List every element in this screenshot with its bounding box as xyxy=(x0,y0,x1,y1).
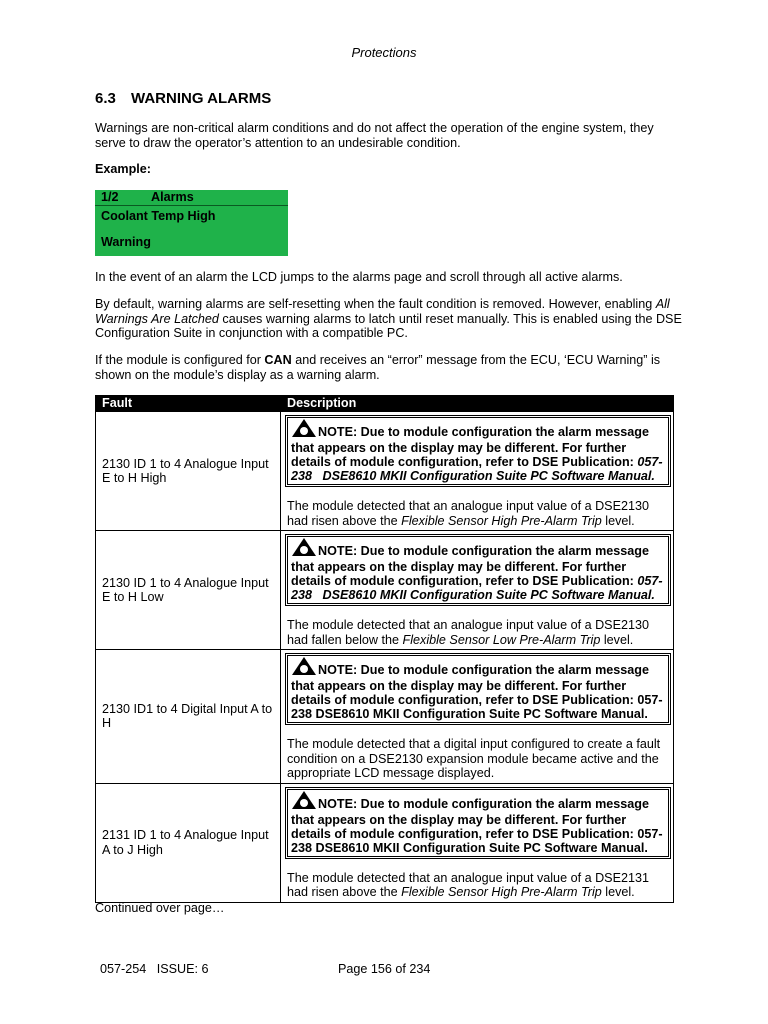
fault-cell: 2130 ID 1 to 4 Analogue Input E to H Low xyxy=(96,531,281,650)
section-number: 6.3 xyxy=(95,90,116,107)
text-run: level. xyxy=(600,632,634,647)
text-run: and receives an “error” message from the ECU, ‘ECU Warning” is shown on the module’s display as a warning alarm. xyxy=(95,353,661,382)
note-text: NOTE: Due to module configuration the alarm message that appears on the display may be different. For further details of module configuration, refer to DSE Publication: 057-238 DSE8610 MKII Configuration Suite PC Software Manual. xyxy=(291,796,663,855)
lcd-page-number: 1/2 xyxy=(101,190,119,204)
table-header-row xyxy=(96,396,674,412)
note-box xyxy=(285,653,671,725)
text-run: The module detected that an analogue input value of a DSE2130 had fallen below the xyxy=(287,618,649,647)
lcd-example xyxy=(95,190,288,256)
fault-description xyxy=(281,606,673,649)
fault-table xyxy=(95,395,674,903)
fault-cell: 2130 ID1 to 4 Digital Input A to H xyxy=(96,650,281,784)
lcd-heading: Alarms xyxy=(151,190,194,204)
warning-triangle-icon xyxy=(291,656,317,679)
setting-name: All Warnings Are Latched xyxy=(95,297,670,326)
note-box xyxy=(285,787,671,859)
section-title: WARNING ALARMS xyxy=(131,90,272,107)
note-text: NOTE: Due to module configuration the alarm message that appears on the display may be different. For further details of module configuration, refer to DSE Publication: 057-238 DSE8610 MKII Configuration Suite PC Software Manual. xyxy=(291,663,663,721)
note-text: NOTE: Due to module configuration the alarm message that appears on the display may be different. For further details of module configuration, refer to DSE Publication: xyxy=(291,544,649,588)
text-run: The module detected that a digital input configured to create a fault condition on a DSE2130 expansion module became active and the appropriate LCD message displayed. xyxy=(287,737,661,780)
setting-name: Flexible Sensor Low Pre-Alarm Trip xyxy=(402,632,601,647)
warning-triangle-icon xyxy=(291,418,317,441)
setting-name: Flexible Sensor High Pre-Alarm Trip xyxy=(401,513,602,528)
fault-cell: 2130 ID 1 to 4 Analogue Input E to H High xyxy=(96,412,281,531)
lcd-header-row xyxy=(95,190,288,206)
note-box xyxy=(285,534,671,606)
lcd-alarm-type: Warning xyxy=(101,235,151,249)
text-run: level. xyxy=(601,513,635,528)
footer-page-number: Page 156 of 234 xyxy=(338,962,431,976)
column-header-description: Description xyxy=(281,396,674,412)
paragraph-lcd-jump: In the event of an alarm the LCD jumps to the alarms page and scroll through all active alarms. xyxy=(95,270,623,284)
setting-name: Flexible Sensor High Pre-Alarm Trip xyxy=(401,885,602,899)
warning-triangle-icon xyxy=(291,790,317,813)
intro-paragraph: Warnings are non-critical alarm conditions and do not affect the operation of the engine system, they serve to draw the operator’s attention to an undesirable condition. xyxy=(95,121,654,150)
running-header: Protections xyxy=(351,45,417,60)
table-row xyxy=(96,783,674,902)
description-cell xyxy=(281,412,674,531)
paragraph-can xyxy=(95,353,685,382)
note-text: NOTE: Due to module configuration the alarm message that appears on the display may be different. For further details of module configuration, refer to DSE Publication: xyxy=(291,425,649,469)
text-run: causes warning alarms to latch until reset manually. This is enabled using the DSE Configuration Suite in conjunction with a compatible PC. xyxy=(95,311,682,340)
fault-description xyxy=(281,487,673,530)
section-heading xyxy=(95,90,271,107)
footer-doc-issue: 057-254 ISSUE: 6 xyxy=(100,962,209,976)
text-run: By default, warning alarms are self-resetting when the fault condition is removed. However, enabling xyxy=(95,297,656,311)
lcd-alarm-name: Coolant Temp High xyxy=(101,209,216,223)
text-run: level. xyxy=(601,885,635,899)
fault-cell: 2131 ID 1 to 4 Analogue Input A to J High xyxy=(96,783,281,902)
paragraph-latched xyxy=(95,297,685,341)
description-cell xyxy=(281,650,674,784)
example-label: Example: xyxy=(95,162,151,176)
note-box xyxy=(285,415,671,487)
can-term: CAN xyxy=(264,353,292,367)
continued-note: Continued over page… xyxy=(95,901,225,915)
description-cell xyxy=(281,783,674,902)
text-run: The module detected that an analogue input value of a DSE2131 had risen above the xyxy=(287,870,649,899)
table-row xyxy=(96,412,674,531)
table-row xyxy=(96,531,674,650)
publication-reference: 057-238 DSE8610 MKII Configuration Suite PC Software Manual. xyxy=(291,574,663,602)
column-header-fault: Fault xyxy=(96,396,281,412)
publication-reference: 057-238 DSE8610 MKII Configuration Suite PC Software Manual. xyxy=(291,455,663,483)
fault-description xyxy=(281,859,673,902)
text-run: If the module is configured for xyxy=(95,353,265,367)
description-cell xyxy=(281,531,674,650)
warning-triangle-icon xyxy=(291,537,317,560)
fault-description xyxy=(281,725,673,783)
text-run: The module detected that an analogue input value of a DSE2130 had risen above the xyxy=(287,499,649,528)
table-row xyxy=(96,650,674,784)
